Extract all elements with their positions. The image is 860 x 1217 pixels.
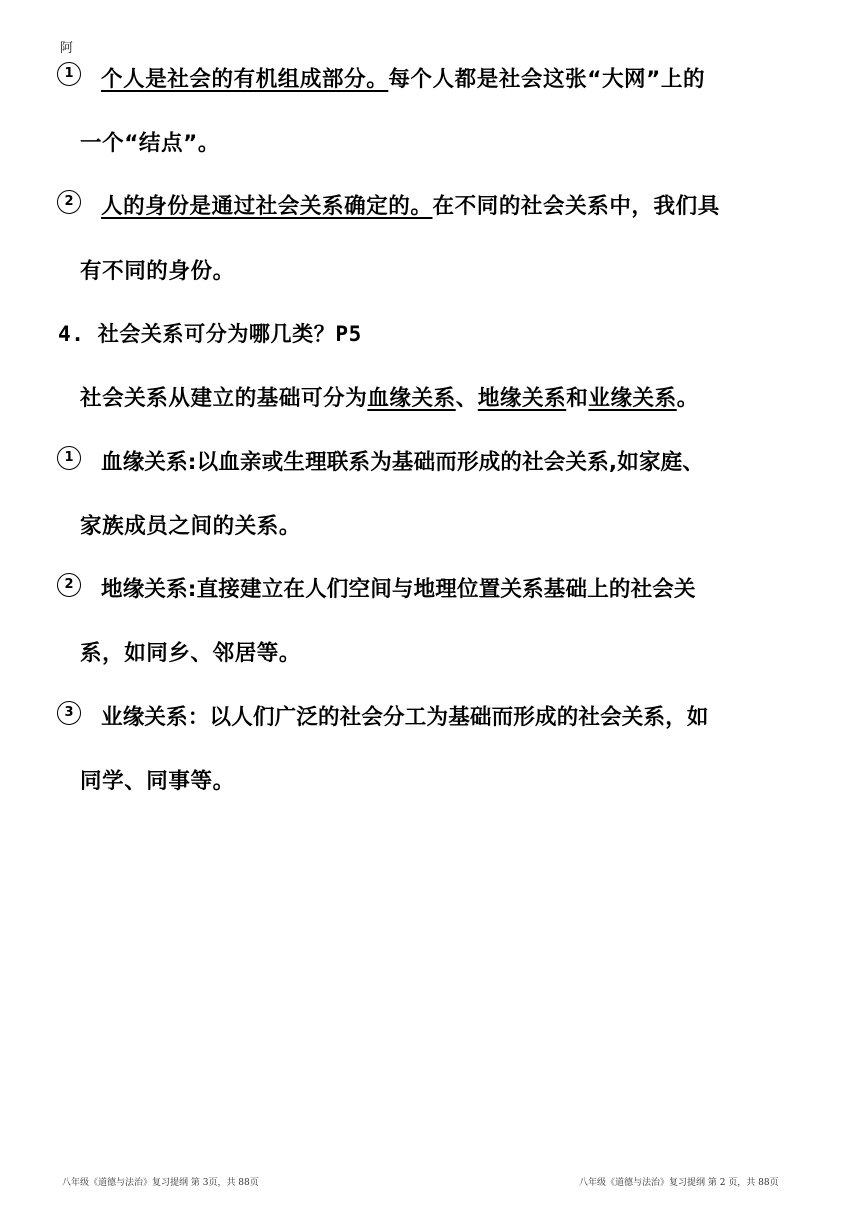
- corner-mark: 阿: [60, 41, 74, 56]
- intro-prefix: 社会关系从建立的基础可分为: [80, 386, 368, 411]
- intro-sep-2: 和: [566, 386, 589, 411]
- point-1-line-1: [101, 62, 705, 93]
- type-1-line-2: 家族成员之间的关系。: [80, 514, 302, 539]
- type-2-line-2: 系，如同乡、邻居等。: [80, 641, 302, 666]
- footer-right: 八年级《道德与法治》复习提纲 第 2 页，共 88页: [579, 1178, 779, 1188]
- point-1-line-2: 一个“结点”。: [80, 131, 220, 156]
- circled-number-type-2: 2: [57, 573, 81, 597]
- intro-sep-1: 、: [455, 386, 478, 411]
- term-work-relation: 业缘关系: [588, 386, 677, 411]
- intro-suffix: 。: [676, 386, 699, 411]
- circled-number-type-1: 1: [57, 446, 81, 470]
- point-2-line-1: [101, 189, 720, 220]
- circled-number-type-3: 3: [57, 701, 81, 725]
- point-2-line-2: 有不同的身份。: [80, 259, 235, 284]
- term-geo-relation: 地缘关系: [477, 386, 567, 411]
- intro-sentence: [80, 381, 699, 412]
- point-1-rest-text: 每个人都是社会这张“大网”上的: [388, 67, 706, 92]
- circled-number-1: 1: [57, 62, 81, 86]
- type-3-line-2: 同学、同事等。: [80, 769, 235, 794]
- type-3-line-1: 业缘关系：以人们广泛的社会分工为基础而形成的社会关系，如: [101, 705, 709, 730]
- type-2-line-1: 地缘关系:直接建立在人们空间与地理位置关系基础上的社会关: [101, 577, 696, 602]
- circled-number-2: 2: [57, 190, 81, 214]
- point-1-underlined-text: 个人是社会的有机组成部分。: [101, 67, 389, 92]
- type-1-line-1: 血缘关系:以血亲或生理联系为基础而形成的社会关系,如家庭、: [101, 450, 705, 475]
- point-2-rest-text: 在不同的社会关系中，我们具: [432, 194, 720, 219]
- term-blood-relation: 血缘关系: [367, 386, 456, 411]
- point-2-underlined-text: 人的身份是通过社会关系确定的。: [101, 194, 433, 219]
- question-heading: 4. 社会关系可分为哪几类？P5: [58, 322, 362, 346]
- footer-left: 八年级《道德与法治》复习提纲 第 3页，共 88页: [62, 1178, 259, 1188]
